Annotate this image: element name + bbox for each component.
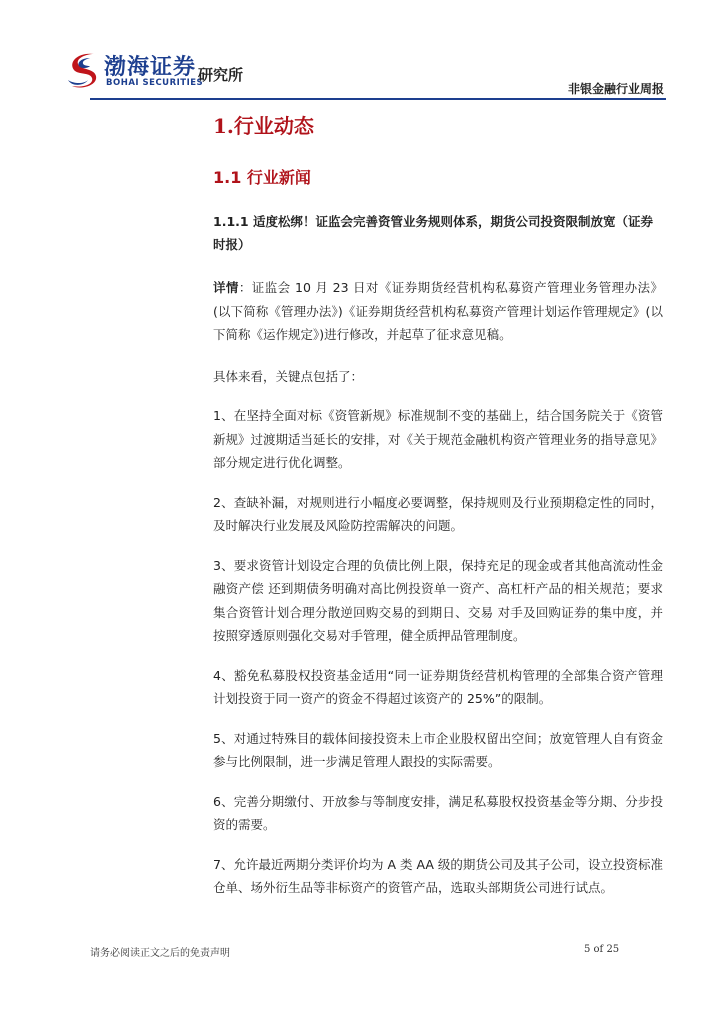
list-item: 3、要求资管计划设定合理的负债比例上限，保持充足的现金或者其他高流动性金融资产偿 还到期债务明确对高比例投资单一资产、高杠杆产品的相关规范；要求集合资管计划合理分散逆回购交易的到期日、交易 对手及回购证券的集中度，并按照穿透原则强化交易对手管理，健全质押品管理制度。 bbox=[213, 557, 663, 643]
list-item: 1、在坚持全面对标《资管新规》标准规制不变的基础上，结合国务院关于《资管新规》过渡期适当延长的安排，对《关于规范金融机构资产管理业务的指导意见》部分规定进行优化调整。 bbox=[213, 408, 664, 470]
disclaimer-note: 请务必阅读正文之后的免责声明 bbox=[90, 948, 230, 959]
list-item: 7、允许最近两期分类评价均为 A 类 AA 级的期货公司及其子公司，设立投资标准仓单、场外衍生品等非标资产的资管产品，选取头部期货公司进行试点。 bbox=[213, 856, 663, 895]
page-number: 5 of 25 bbox=[584, 944, 620, 955]
intro-paragraph: 具体来看，关键点包括了： bbox=[213, 368, 364, 384]
list-item: 2、查缺补漏，对规则进行小幅度必要调整，保持规则及行业预期稳定性的同时，及时解决行业发展及风险防控需解决的问题。 bbox=[213, 494, 663, 533]
logo-chinese-name: 渤海证券 bbox=[104, 54, 197, 80]
section-heading: 1.行业动态 bbox=[213, 114, 314, 138]
subsection-heading: 1.1 行业新闻 bbox=[213, 168, 311, 187]
detail-label: 详情 bbox=[213, 280, 239, 295]
detail-paragraph bbox=[213, 276, 663, 347]
logo-english-name: BOHAI SECURITIES bbox=[106, 78, 204, 88]
company-logo bbox=[60, 48, 260, 98]
institute-label: 研究所 bbox=[198, 66, 244, 84]
bohai-wave-logo-icon bbox=[64, 50, 100, 90]
list-item: 5、对通过特殊目的载体间接投资未上市企业股权留出空间；放宽管理人自有资金参与比例限制，进一步满足管理人跟投的实际需要。 bbox=[213, 730, 663, 769]
report-type: 非银金融行业周报 bbox=[567, 82, 664, 96]
detail-text: ：证监会 10 月 23 日对《证券期货经营机构私募资产管理业务管理办法》(以下简称《管理办法》)《证券期货经营机构私募资产管理计划运作管理规定》(以下简称《运作规定》)进行修改，并起草了征求意见稿。 bbox=[213, 280, 663, 342]
header-divider bbox=[90, 98, 666, 100]
list-item: 6、完善分期缴付、开放参与等制度安排，满足私募股权投资基金等分期、分步投资的需要。 bbox=[213, 793, 663, 832]
list-item: 4、豁免私募股权投资基金适用“同一证券期货经营机构管理的全部集合资产管理计划投资于同一资产的资金不得超过该资产的 25%”的限制。 bbox=[213, 667, 663, 706]
page-content bbox=[213, 104, 663, 900]
news-title: 1.1.1 适度松绑！证监会完善资管业务规则体系，期货公司投资限制放宽（证券时报） bbox=[213, 214, 653, 252]
